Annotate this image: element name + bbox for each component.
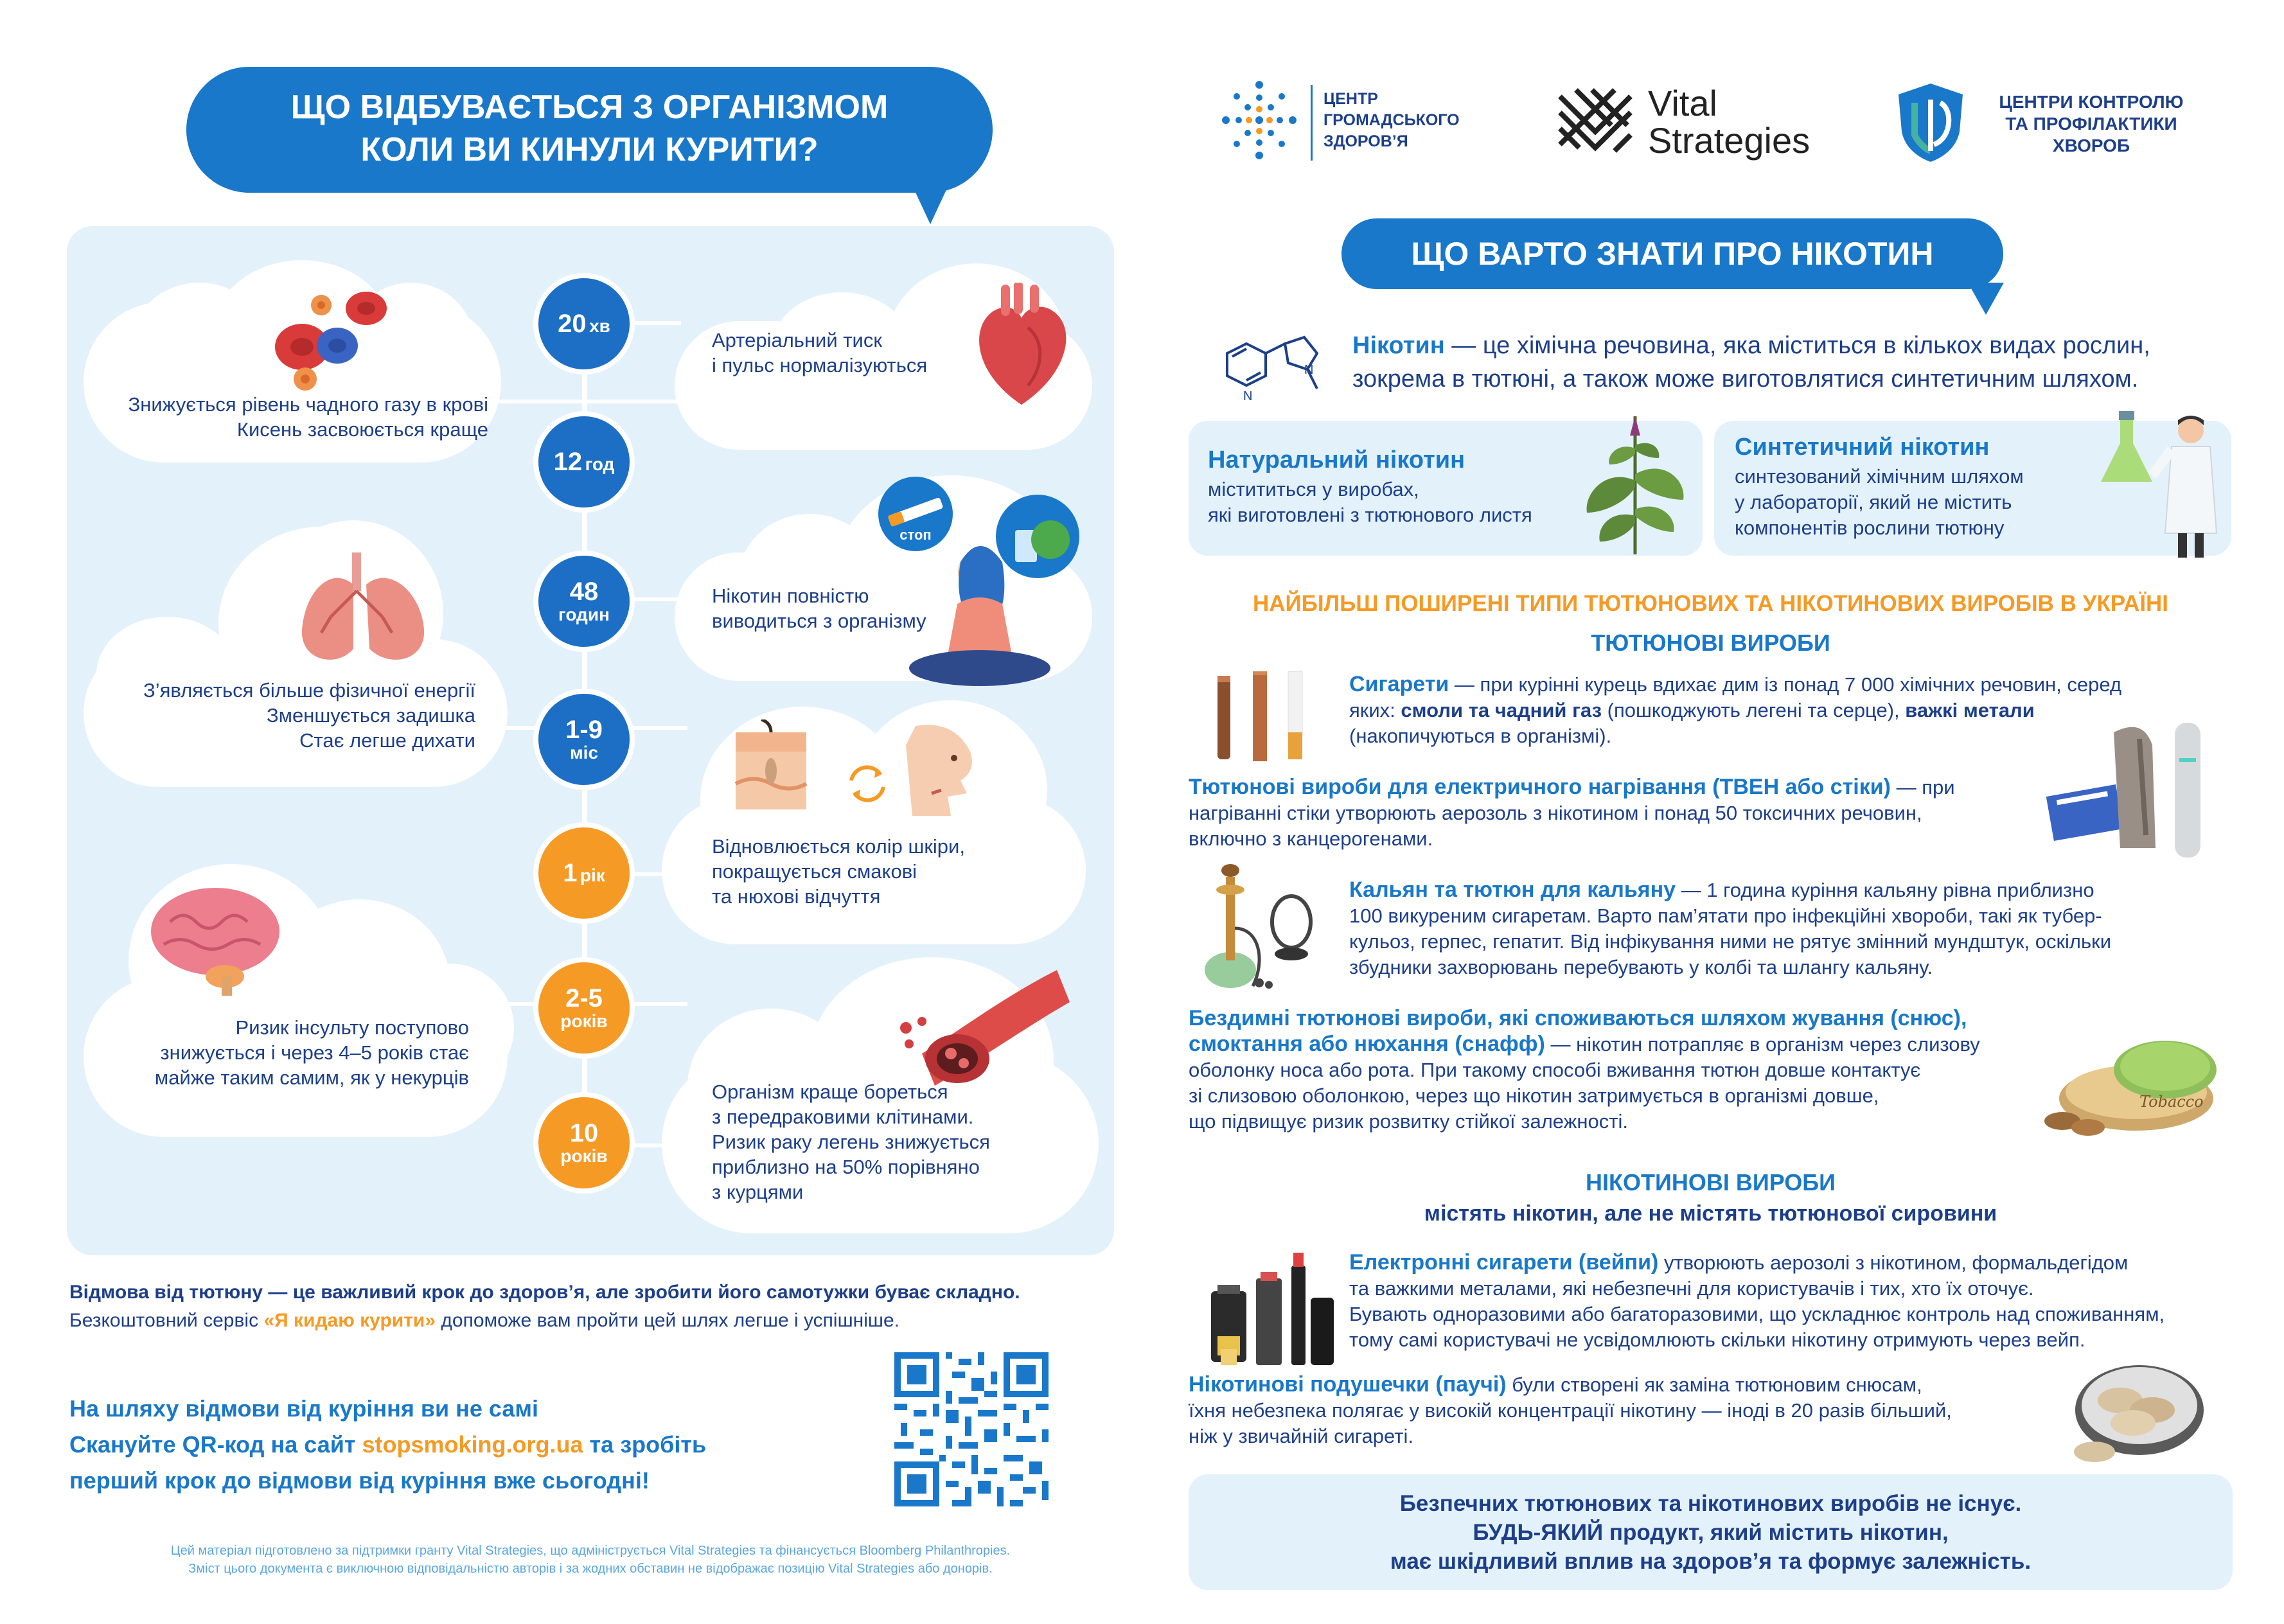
hookah-bold: Кальян та тютюн для кальяну [1349,878,1676,902]
right-title-bubble [1341,218,2003,289]
cancer-line5: з курцями [712,1181,804,1203]
intro-line1-rest: — це хімічна речовина, яка міститься в кількох видах рослин, [1444,332,2150,359]
cig-line3: (накопичуються в організмі). [1349,725,1612,747]
svg-text:N: N [1243,389,1253,403]
co-text [77,392,488,442]
cig-line2-bold1: смоли та чадний газ [1401,699,1602,721]
qr-code[interactable] [894,1352,1049,1506]
energy-text [77,678,475,753]
cta-line1: На шляху відмови від куріння ви не самі [69,1395,538,1422]
synthetic-nicotine-text [1735,430,2094,541]
pouch-bold: Нікотинові подушечки (паучі) [1189,1372,1507,1397]
vital-strategies-logo-icon [1554,84,1637,164]
cancer-line4: приблизно на 50% порівняно [712,1156,980,1178]
final-line2: БУДЬ-ЯКИЙ продукт, який містить нікотин, [1473,1520,1949,1545]
step-unit: годин [558,605,610,624]
vital-strategies-logo-text [1648,85,1810,159]
cancer-line2: з передраковими клітинами. [712,1106,974,1128]
smokeless-line3: оболонку носа або рота. При такому способі вживання тютюн довше контактує [1189,1059,1921,1081]
phc-logo-divider [1311,85,1313,161]
cta-line3: перший крок до відмови від куріння вже сьогодні! [69,1467,650,1494]
nicotine-products-heading: НІКОТИНОВІ ВИРОБИ [1585,1169,1836,1196]
natural-nicotine-text [1208,443,1593,528]
right-title: ЩО ВАРТО ЗНАТИ ПРО НІКОТИН [1411,236,1934,272]
left-title-line2: КОЛИ ВИ КИНУЛИ КУРИТИ? [360,131,819,168]
natural-title: Натуральний нікотин [1208,446,1465,473]
pressure-line2: і пульс нормалізуються [712,354,928,376]
refusal-text [69,1278,1123,1335]
intro-bold: Нікотин [1352,332,1445,359]
left-title-line1: ЩО ВІДБУВАЄТЬСЯ З ОРГАНІЗМОМ [290,89,889,126]
timeline-step-12h [533,411,635,513]
skin-icon [729,719,813,816]
final-line1: Безпечних тютюнових та нікотинових виробів не існує. [1399,1491,2022,1516]
heat-line2: нагріванні стіки утворюють аерозоль з нікотином і понад 50 токсичних речовин, [1189,802,1922,824]
timeline-step-2-5y [533,957,635,1059]
hookah-text [1349,877,2229,980]
step-unit: год [585,454,615,474]
pouches-text [1189,1372,2062,1449]
skin-line1: Відновлюється колір шкіри, [712,835,965,858]
cdc-logo-text [1976,91,2207,157]
intro-line2: зокрема в тютюні, а також може виготовлятися синтетичним шляхом. [1352,366,2139,393]
tobacco-plant-icon [1580,403,1690,558]
final-line3: має шкідливий вплив на здоров’я та формує залежність. [1390,1549,2032,1574]
cta-site-link[interactable]: stopsmoking.org.ua [362,1431,583,1458]
refusal-pre: Безкоштовний сервіс [69,1310,264,1331]
skin-line3: та нюхові відчуття [712,885,881,908]
heat-line1-rest: — при [1890,776,1955,799]
heart-icon [967,283,1076,411]
cig-line1-rest: — при курінні курець вдихає дим із понад 7 000 хімічних речовин, серед [1449,673,2122,696]
stroke-line1: Ризик інсульту поступово [235,1016,469,1039]
step-value: 1 [563,859,578,887]
snus-tin-icon [2037,1031,2223,1140]
energy-line1: З’являється більше фізичної енергії [143,679,475,702]
cancer-line3: Ризик раку легень знижується [712,1131,990,1153]
scientist-flask-icon [2094,405,2223,559]
co-line1: Знижується рівень чадного газу в крові [128,393,488,416]
step-value: 1-9 [565,716,603,744]
step-unit: років [560,1146,608,1166]
smokeless-bold-line2: смоктання або нюхання (снафф) [1189,1032,1545,1056]
natural-line2: які виготовлені з тютюнового листя [1208,504,1532,526]
stop-label: стоп [899,527,932,543]
step-unit: міс [569,743,599,763]
cdc-line1: ЦЕНТРИ КОНТРОЛЮ [1999,92,2184,112]
synth-line1: синтезований хімічним шляхом [1735,465,2024,488]
nicotine-molecule-icon [1208,318,1330,408]
hookah-line1-rest: — 1 година куріння кальяну рівна приблизно [1676,879,2094,901]
cancer-text [712,1079,1072,1205]
stroke-line3: майже таким самим, як у некурців [154,1066,469,1089]
phc-logo-text [1323,89,1460,152]
face-profile-icon [896,719,980,816]
step-unit: років [560,1011,608,1031]
timeline-step-10y [533,1092,635,1194]
cdc-shield-icon [1895,80,1966,164]
qr-code-image [894,1352,1049,1506]
nicotine-out-line1: Нікотин повністю [712,585,869,607]
smokeless-line2-rest: — нікотин потрапляє в організм через слизову [1545,1033,1980,1055]
refusal-service: «Я кидаю курити» [263,1310,436,1331]
step-value: 48 [569,578,599,606]
skin-line2: покращується смакові [712,860,917,883]
heat-line3: включно з канцерогенами. [1189,827,1433,850]
final-warning-text [1189,1489,2233,1576]
timeline-step-20min [533,273,635,375]
step-value: 2-5 [565,984,603,1012]
refusal-bold: Відмова від тютюну — це важливий крок до здоров’я, але зробити його самотужки буває складно. [69,1282,1020,1303]
phc-line1: ЦЕНТР [1323,90,1378,108]
footnote-line2: Зміст цього документа є виключною відповідальністю авторів і за жодних обставин не відображає позицію Vital Strategies або донорів. [188,1562,993,1576]
bubble-tail [1968,283,2004,315]
smokeless-bold-line1: Бездимні тютюнові вироби, які споживаються шляхом жування (снюс), [1189,1006,1967,1030]
phc-line3: ЗДОРОВ’Я [1323,132,1408,150]
types-heading: НАЙБІЛЬШ ПОШИРЕНІ ТИПИ ТЮТЮНОВИХ ТА НІКОТИНОВИХ ВИРОБІВ В УКРАЇНІ [1252,591,2169,616]
nicotine-pouches-icon [2056,1349,2217,1471]
step-value: 10 [569,1119,599,1147]
footnote-line1: Цей матеріал підготовлено за підтримки гранту Vital Strategies, що адмініструється Vital Strategies та фінансується Bloomberg Philanthropies. [170,1544,1011,1558]
hookah-icon [1195,858,1323,993]
cig-line2-mid: (пошкоджують легені та серце), [1602,699,1906,721]
stroke-line2: знижується і через 4–5 років стає [160,1041,469,1064]
smokeless-text [1189,1005,2049,1134]
timeline-step-1-9m [533,689,635,790]
refresh-arrows-icon [845,761,890,806]
step-unit: хв [589,316,610,336]
cancer-line1: Організм краще бореться [712,1081,948,1103]
blood-cells-icon [257,270,398,398]
vape-line4: тому самі користувачі не усвідомлюють скільки нікотину отримують через вейп. [1349,1328,2085,1351]
co-line2: Кисень засвоюється краще [236,418,488,441]
bubble-tail [912,186,948,224]
lungs-icon [292,540,434,675]
nicotine-intro [1352,329,2265,396]
left-title-bubble [186,67,993,193]
phc-logo-icon [1221,78,1298,162]
vape-bold: Електронні сигарети (вейпи) [1349,1250,1659,1275]
vs-line2: Strategies [1648,120,1810,161]
hookah-line4: збудники захворювань перебувають у колбі та шлангу кальяну. [1349,956,1933,978]
skin-text [712,834,1020,909]
vape-line2: та важкими металами, які небезпечні для користувачів і тих, хто їх оточує. [1349,1277,2034,1300]
refusal-post: допоможе вам пройти цей шлях легше і успішніше. [436,1310,899,1331]
phc-line2: ГРОМАДСЬКОГО [1323,111,1460,129]
energy-line3: Стає легше дихати [299,729,475,752]
smokeless-line4: зі слизовою оболонкою, через що нікотин затримується в організмі довше, [1189,1084,1879,1107]
cdc-line2: ТА ПРОФІЛАКТИКИ [2005,114,2177,134]
vs-line1: Vital [1648,83,1717,123]
tobacco-products-heading: ТЮТЮНОВІ ВИРОБИ [1591,630,1830,656]
vape-line1-rest: утворюють аерозолі з нікотином, формальдегідом [1658,1251,2129,1274]
heat-bold: Тютюнові вироби для електричного нагрівання (ТВЕН або стіки) [1189,775,1891,799]
timeline-step-1y [533,822,635,924]
cig-bold: Сигарети [1349,672,1449,696]
hookah-line2: 100 викуреним сигаретам. Варто пам’ятати про інфекційні хвороби, такі як тубер- [1349,905,2102,927]
energy-line2: Зменшується задишка [266,704,475,727]
timeline-step-48h [533,551,635,652]
nicotine-out-line2: виводиться з організму [712,610,926,632]
synth-title: Синтетичний нікотин [1735,434,1990,461]
timeline-connector [475,400,687,403]
meditating-woman-icon [874,475,1086,694]
cdc-line3: ХВОРОБ [2052,136,2130,155]
pressure-text [712,328,969,378]
brain-icon [145,883,286,999]
hookah-line3: кульоз, герпес, гепатит. Від інфікування ними не рятує змінний мундштук, оскільки [1349,930,2112,953]
cta-line2-post: та зробіть [583,1431,707,1458]
stroke-text [77,1015,469,1090]
smokeless-line5: що підвищує ризик розвитку стійкої залежності. [1189,1110,1628,1133]
blood-vessel-icon [896,957,1076,1086]
step-value: 12 [553,448,583,476]
cig-line2-pre: яких: [1349,699,1401,721]
cig-line2-bold2: важкі метали [1905,699,2035,721]
vape-devices-icon [1208,1246,1336,1368]
nicotine-products-subheading: містять нікотин, але не містять тютюнової сировини [1424,1201,1997,1226]
tin-label: Tobacco [2139,1093,2204,1111]
synth-line2: у лабораторії, який не містить [1735,491,2012,513]
vape-line3: Бувають одноразовими або багаторазовими, що ускладнює контроль над споживанням, [1349,1303,2165,1325]
heated-tobacco-text [1189,774,2037,852]
heated-tobacco-device-icon [2043,719,2236,861]
step-value: 20 [558,310,587,338]
cta-line2-pre: Скануйте QR-код на сайт [69,1431,362,1458]
natural-line1: містититься у виробах, [1208,478,1419,500]
svg-text:N: N [1304,363,1314,377]
pouch-line3: ніж у звичайній сигареті. [1189,1425,1413,1447]
cta-text [69,1391,860,1499]
pouch-line1-rest: були створені як заміна тютюновим снюсам, [1506,1373,1922,1396]
footnote [67,1542,1114,1578]
cloud-puff [135,283,263,392]
cigarettes-icon [1211,668,1314,764]
vape-text [1349,1249,2229,1353]
synth-line3: компонентів рослини тютюну [1735,516,2005,539]
pouch-line2: їхня небезпека полягає у високій концентрації нікотину — іноді в 20 разів більший, [1189,1399,1952,1422]
pressure-line1: Артеріальний тиск [712,329,882,351]
step-unit: рік [580,865,605,885]
